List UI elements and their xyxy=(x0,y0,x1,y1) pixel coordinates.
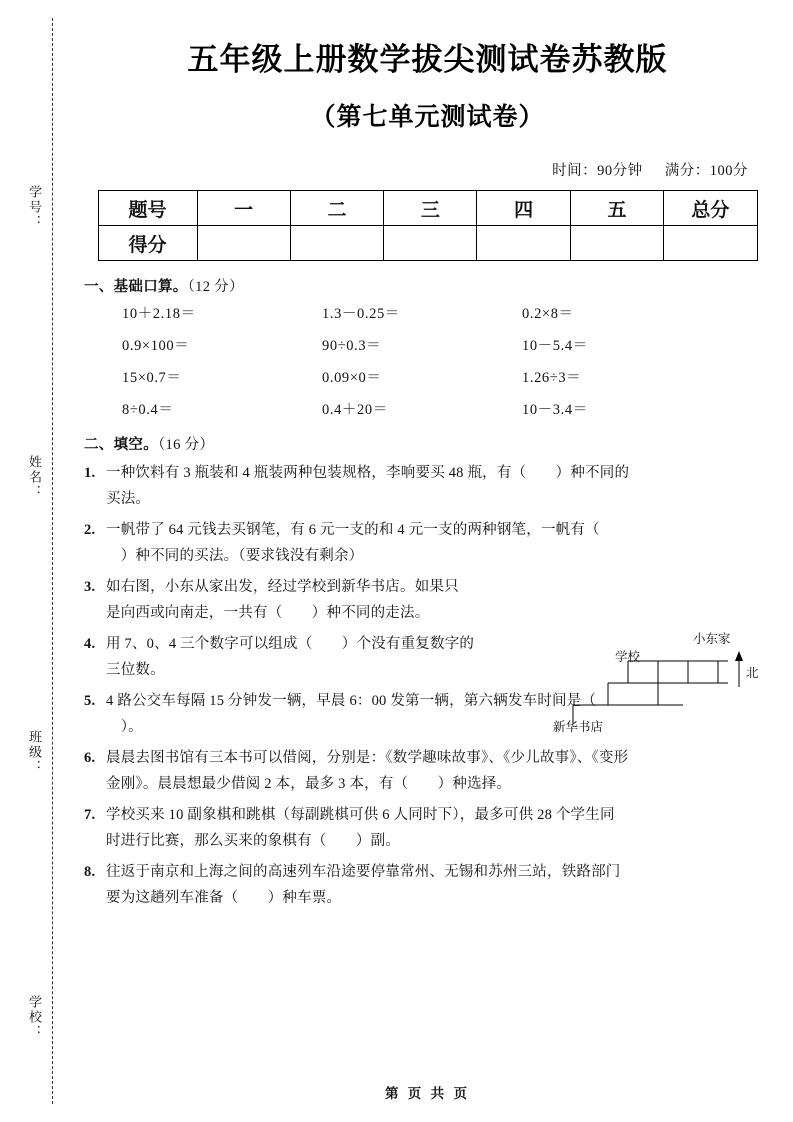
oral-item: 10－3.4＝ xyxy=(522,402,588,418)
page-subtitle: （第七单元测试卷） xyxy=(310,103,545,131)
page-footer: 第 页 共 页 xyxy=(384,1086,471,1101)
score-table-col-3: 三 xyxy=(384,191,477,226)
score-cell-4[interactable] xyxy=(477,226,570,261)
map-label-north: 北 xyxy=(746,666,759,680)
field-name: 姓名： xyxy=(27,455,42,500)
question-body xyxy=(106,460,774,512)
question-number: 4. xyxy=(84,636,96,652)
score-table xyxy=(98,190,758,261)
map-label-bookstore: 新华书店 xyxy=(553,720,604,734)
field-school: 学校： xyxy=(27,995,42,1040)
question-2 xyxy=(84,517,774,569)
score-cell-2[interactable] xyxy=(290,226,383,261)
exam-meta xyxy=(62,159,793,180)
question-number: 3. xyxy=(84,579,96,595)
question-line: 三位数。 xyxy=(106,662,165,678)
left-margin-strip xyxy=(0,0,62,1122)
question-7 xyxy=(84,802,774,854)
section-1-title: 一、基础口算。 xyxy=(84,279,188,295)
question-body xyxy=(106,517,774,569)
question-line: 晨晨去图书馆有三本书可以借阅，分别是：《数学趣味故事》、《少儿故事》、《变形 xyxy=(106,750,629,766)
score-cell-5[interactable] xyxy=(570,226,663,261)
section-2-title: 二、填空。 xyxy=(84,437,158,453)
question-body xyxy=(106,631,576,683)
oral-item: 0.2×8＝ xyxy=(522,306,574,322)
field-class: 班级： xyxy=(27,730,42,775)
page-title: 五年级上册数学拔尖测试卷苏教版 xyxy=(187,42,668,77)
score-cell-1[interactable] xyxy=(197,226,290,261)
oral-row xyxy=(122,366,722,387)
oral-calculation-grid xyxy=(122,302,722,419)
question-line: 如右图，小东从家出发，经过学校到新华书店。如果只 xyxy=(106,579,459,595)
question-number: 2. xyxy=(84,522,96,538)
question-1 xyxy=(84,460,774,512)
oral-item: 8÷0.4＝ xyxy=(122,402,174,418)
field-student-id: 学号： xyxy=(27,185,42,230)
fill-in-blank-list xyxy=(84,460,774,911)
oral-row xyxy=(122,334,722,355)
score-table-col-1: 一 xyxy=(197,191,290,226)
question-line: 是向西或向南走，一共有（ ）种不同的走法。 xyxy=(106,605,430,621)
section-2-points: （16 分） xyxy=(158,437,215,453)
question-line: 金刚》。晨晨想最少借阅 2 本，最多 3 本，有（ ）种选择。 xyxy=(106,776,512,792)
score-table-col-4: 四 xyxy=(477,191,570,226)
oral-item: 15×0.7＝ xyxy=(122,370,182,386)
score-cell-3[interactable] xyxy=(384,226,477,261)
section-2-heading xyxy=(84,433,793,454)
oral-item: 1.26÷3＝ xyxy=(522,370,582,386)
oral-row xyxy=(122,398,722,419)
question-6 xyxy=(84,745,774,797)
street-map-figure xyxy=(553,632,768,740)
question-body xyxy=(106,802,774,854)
question-3 xyxy=(84,574,774,626)
question-body xyxy=(106,859,774,911)
score-cell-total[interactable] xyxy=(664,226,757,261)
oral-item: 10－5.4＝ xyxy=(522,338,588,354)
question-number: 8. xyxy=(84,864,96,880)
exam-full-score: 满分：100分 xyxy=(664,163,748,179)
score-table-col-5: 五 xyxy=(570,191,663,226)
question-line: ）种不同的买法。（要求钱没有剩余） xyxy=(106,548,364,564)
question-line: 往返于南京和上海之间的高速列车沿途要停靠常州、无锡和苏州三站，铁路部门 xyxy=(106,864,621,880)
question-8 xyxy=(84,859,774,911)
question-line: 要为这趟列车准备（ ）种车票。 xyxy=(106,890,342,906)
section-1-heading xyxy=(84,275,793,296)
question-line: ）。 xyxy=(106,719,143,735)
question-body xyxy=(106,574,576,626)
question-number: 6. xyxy=(84,750,96,766)
table-row-header xyxy=(98,191,757,226)
oral-item: 0.4＋20＝ xyxy=(322,402,388,418)
oral-item: 10＋2.18＝ xyxy=(122,306,196,322)
question-line: 用 7、0、4 三个数字可以组成（ ）个没有重复数字的 xyxy=(106,636,475,652)
map-label-school: 学校 xyxy=(615,650,641,664)
cut-dashed-line xyxy=(52,18,53,1104)
exam-duration: 时间：90分钟 xyxy=(552,163,643,179)
question-number: 1. xyxy=(84,465,96,481)
score-table-head-label: 题号 xyxy=(98,191,197,226)
oral-row xyxy=(122,302,722,323)
question-line: 买法。 xyxy=(106,491,151,507)
oral-item: 90÷0.3＝ xyxy=(322,338,382,354)
oral-item: 0.09×0＝ xyxy=(322,370,382,386)
question-number: 7. xyxy=(84,807,96,823)
question-line: 一种饮料有 3 瓶装和 4 瓶装两种包装规格，李响要买 48 瓶，有（ ）种不同的 xyxy=(106,465,630,481)
question-line: 4 路公交车每隔 15 分钟发一辆，早晨 6：00 发第一辆，第六辆发车时间是（ xyxy=(106,693,597,709)
question-body xyxy=(106,745,774,797)
question-line: 学校买来 10 副象棋和跳棋（每副跳棋可供 6 人同时下），最多可供 28 个学生同 xyxy=(106,807,615,823)
score-table-col-total: 总分 xyxy=(664,191,757,226)
section-1-points: （12 分） xyxy=(187,279,244,295)
oral-item: 0.9×100＝ xyxy=(122,338,190,354)
question-number: 5. xyxy=(84,693,96,709)
question-line: 一帆带了 64 元钱去买钢笔，有 6 元一支的和 4 元一支的两种钢笔，一帆有（ xyxy=(106,522,600,538)
score-table-col-2: 二 xyxy=(290,191,383,226)
map-label-xiaodong-home: 小东家 xyxy=(693,632,731,646)
table-row-score xyxy=(98,226,757,261)
score-table-score-label: 得分 xyxy=(98,226,197,261)
question-line: 时进行比赛，那么买来的象棋有（ ）副。 xyxy=(106,833,400,849)
exam-page xyxy=(62,0,793,1122)
oral-item: 1.3－0.25＝ xyxy=(322,306,400,322)
